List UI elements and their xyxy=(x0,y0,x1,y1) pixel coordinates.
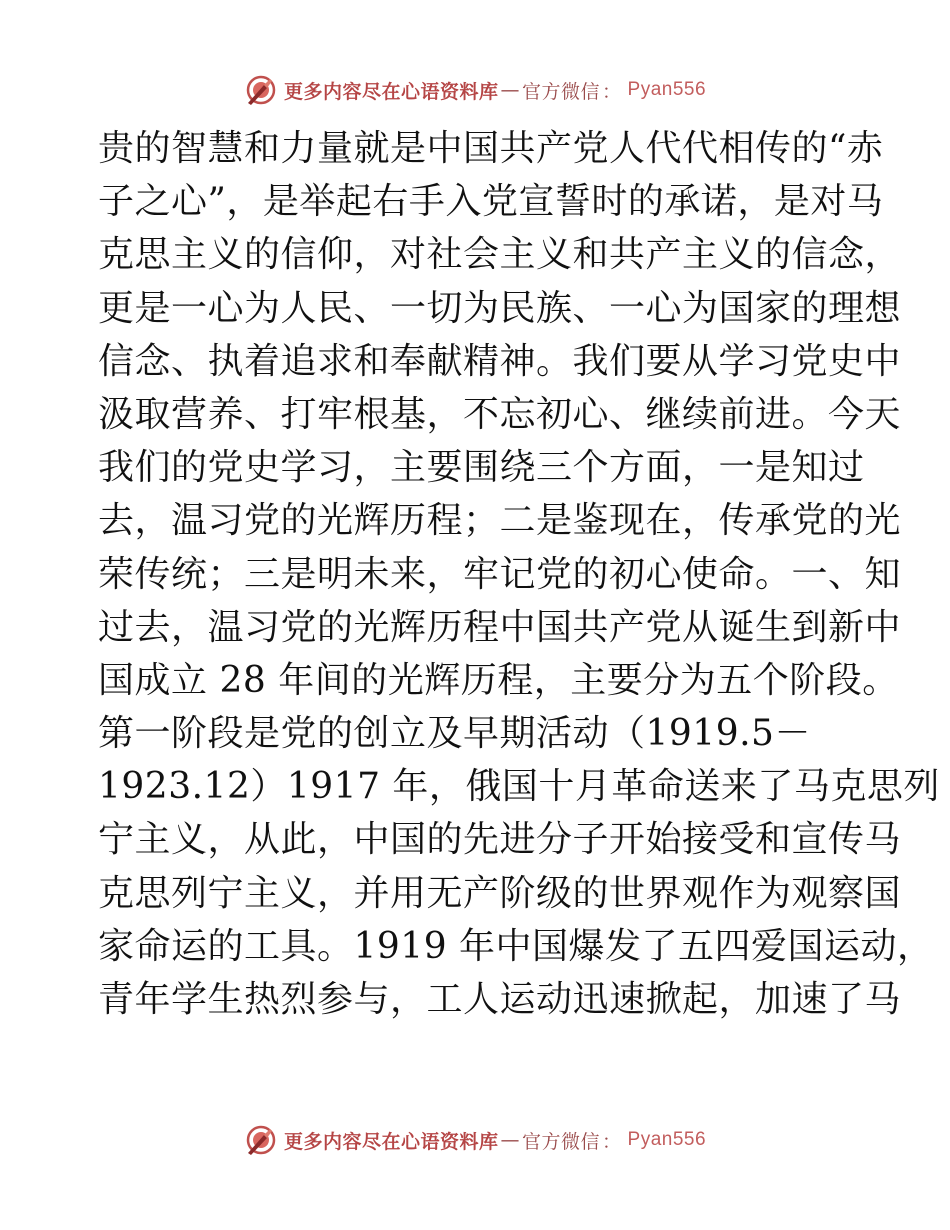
watermark-label: 官方微信 xyxy=(521,80,600,103)
text-line: 我们的党史学习，主要围绕三个方面，一是知过 xyxy=(98,447,865,489)
text-line: 子之心”，是举起右手入党宣誓时的承诺，是对马 xyxy=(98,181,884,223)
watermark-separator: — xyxy=(500,1129,520,1151)
text-line: 过去，温习党的光辉历程中国共产党从诞生到新中 xyxy=(98,606,902,648)
text-line: 克思主义的信仰，对社会主义和共产主义的信念， xyxy=(98,234,902,276)
text-line: 去，温习党的光辉历程；二是鉴现在，传承党的光 xyxy=(98,500,902,542)
text-line: 家命运的工具。1919 年中国爆发了五四爱国运动， xyxy=(98,925,934,967)
footer-watermark xyxy=(0,1120,950,1160)
watermark-text: 更多内容尽在心语资料库 xyxy=(283,80,499,103)
watermark-text: 更多内容尽在心语资料库 xyxy=(283,1130,499,1153)
text-line: 国成立 28 年间的光辉历程，主要分为五个阶段。 xyxy=(98,659,899,701)
text-line: 贵的智慧和力量就是中国共产党人代代相传的“赤 xyxy=(98,128,884,169)
watermark-wechat-id: Pyan556 xyxy=(627,79,707,100)
watermark-colon: ： xyxy=(602,1130,622,1153)
text-line: 克思列宁主义，并用无产阶级的世界观作为观察国 xyxy=(98,872,902,914)
text-line: 第一阶段是党的创立及早期活动（1919.5－ xyxy=(98,713,811,755)
pen-logo-icon xyxy=(244,1123,278,1157)
watermark-label: 官方微信 xyxy=(521,1130,600,1153)
pen-logo-icon xyxy=(244,73,278,107)
text-line: 汲取营养、打牢根基，不忘初心、继续前进。今天 xyxy=(98,393,902,435)
watermark-colon: ： xyxy=(602,80,622,103)
watermark-wechat-id: Pyan556 xyxy=(627,1129,707,1150)
text-line: 1923.12）1917 年，俄国十月革命送来了马克思列 xyxy=(98,766,940,808)
header-watermark xyxy=(0,70,950,110)
text-line: 荣传统；三是明未来，牢记党的初心使命。一、知 xyxy=(98,553,902,595)
text-line: 更是一心为人民、一切为民族、一心为国家的理想 xyxy=(98,287,902,329)
watermark-separator: — xyxy=(500,79,520,101)
text-line: 宁主义，从此，中国的先进分子开始接受和宣传马 xyxy=(98,819,902,861)
text-line: 信念、执着追求和奉献精神。我们要从学习党史中 xyxy=(98,340,902,382)
text-line: 青年学生热烈参与，工人运动迅速掀起，加速了马 xyxy=(98,979,902,1020)
body-text xyxy=(98,122,940,1026)
